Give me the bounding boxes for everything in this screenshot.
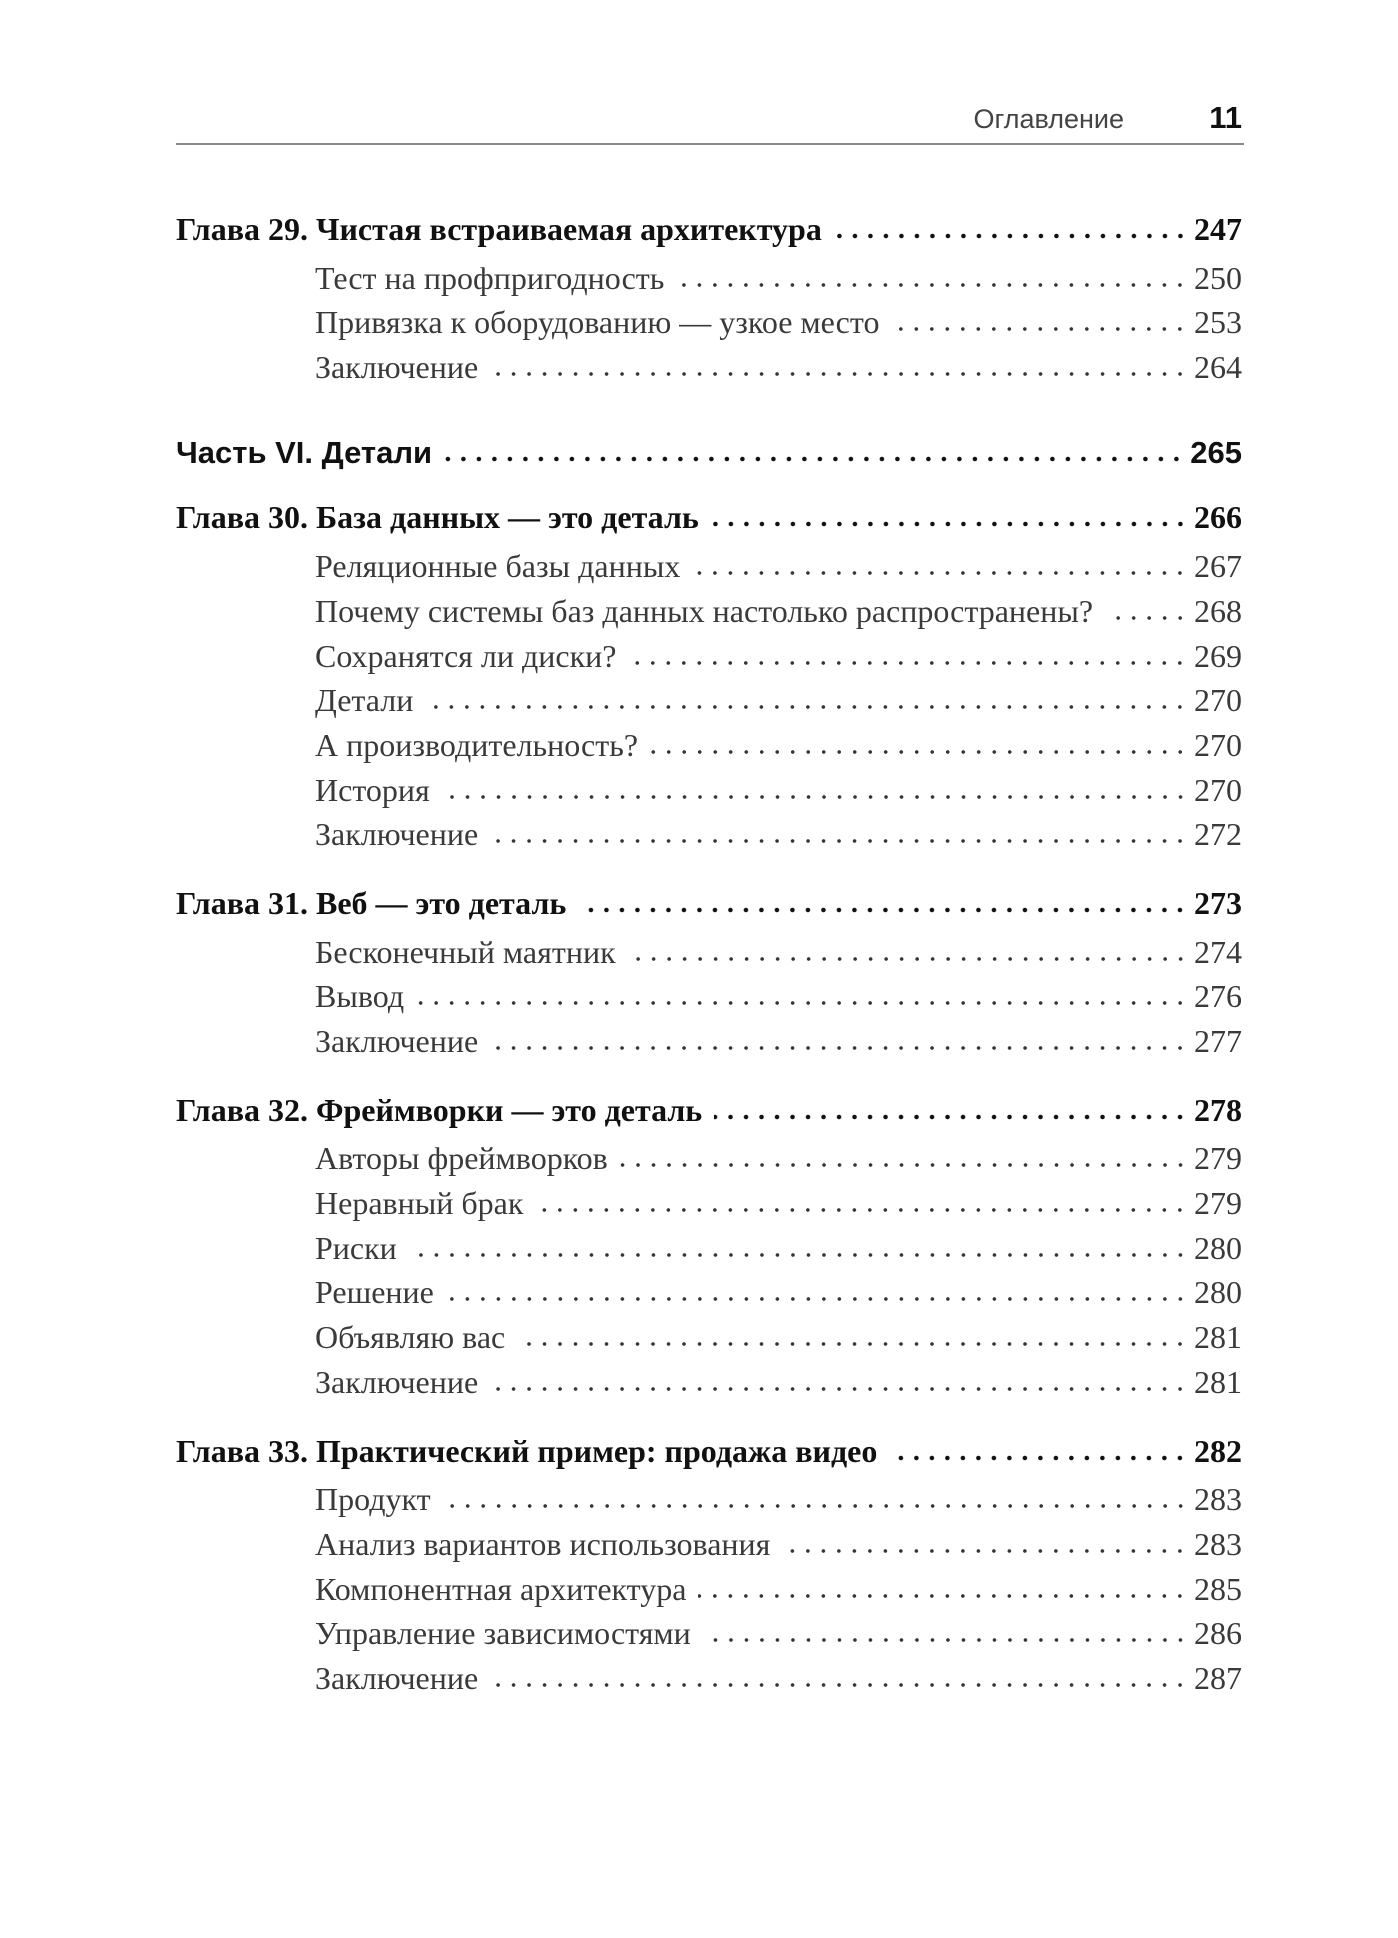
toc-entry-sub — [176, 727, 1242, 772]
dot-leader — [490, 1044, 1188, 1052]
toc-entry-chapter — [176, 1433, 1242, 1478]
table-of-contents — [176, 211, 1242, 1705]
toc-entry-title: Детали — [315, 682, 414, 719]
toc-entry-title: Вывод — [315, 978, 405, 1015]
toc-entry-title: История — [315, 771, 430, 808]
toc-entry-title: Заключение — [315, 816, 479, 853]
dot-leader — [535, 1206, 1188, 1214]
dot-leader — [834, 232, 1188, 240]
toc-entry-title: Привязка к оборудованию — узкое место — [315, 304, 880, 341]
dot-leader — [628, 659, 1188, 667]
toc-entry-title: Глава 29. Чистая встраиваемая архитектура — [176, 211, 822, 247]
toc-entry-title: Неравный брак — [315, 1185, 524, 1222]
dot-leader — [442, 793, 1188, 801]
dot-leader — [714, 1113, 1188, 1121]
toc-entry-page: 281 — [1194, 1363, 1242, 1400]
toc-entry-title: Глава 30. База данных — это деталь — [176, 499, 699, 536]
running-header-title: Оглавление — [973, 104, 1124, 134]
toc-entry-title: Глава 33. Практический пример: продажа видео — [176, 1432, 878, 1469]
toc-entry-chapter — [176, 499, 1242, 544]
toc-entry-page: 279 — [1194, 1185, 1242, 1222]
toc-entry-sub — [176, 1615, 1242, 1660]
toc-entry-page: 272 — [1194, 816, 1242, 853]
toc-entry-title: Анализ вариантов использования — [315, 1525, 771, 1562]
toc-entry-page: 285 — [1194, 1570, 1242, 1607]
toc-entry-page: 264 — [1194, 349, 1242, 386]
dot-leader — [650, 748, 1188, 756]
header-rule — [176, 143, 1244, 145]
toc-entry-page: 273 — [1194, 884, 1242, 921]
toc-entry-page: 266 — [1194, 499, 1242, 536]
toc-entry-title: А производительность? — [315, 726, 639, 763]
dot-leader — [416, 999, 1188, 1007]
dot-leader — [889, 1454, 1188, 1462]
toc-entry-sub — [176, 1364, 1242, 1409]
toc-entry-page: 265 — [1190, 434, 1242, 470]
toc-entry-sub — [176, 934, 1242, 979]
dot-leader — [578, 906, 1188, 914]
dot-leader — [1105, 614, 1188, 622]
toc-entry-title: Продукт — [315, 1481, 431, 1518]
toc-entry-sub — [176, 1230, 1242, 1275]
toc-entry-page: 280 — [1194, 1274, 1242, 1311]
toc-entry-sub — [176, 1319, 1242, 1364]
toc-entry-page: 270 — [1194, 726, 1242, 763]
toc-entry-chapter — [176, 885, 1242, 930]
toc-entry-page: 286 — [1194, 1615, 1242, 1652]
toc-entry-page: 253 — [1194, 304, 1242, 341]
toc-entry-sub — [176, 593, 1242, 638]
toc-entry-sub — [176, 1481, 1242, 1526]
toc-entry-page: 283 — [1194, 1525, 1242, 1562]
toc-entry-sub — [176, 1274, 1242, 1319]
toc-entry-sub — [176, 304, 1242, 349]
toc-entry-title: Объявляю вас — [315, 1319, 506, 1356]
toc-entry-page: 277 — [1194, 1023, 1242, 1059]
toc-entry-sub — [176, 260, 1242, 305]
dot-leader — [443, 1502, 1188, 1510]
toc-entry-sub — [176, 1140, 1242, 1185]
toc-entry-title: Управление зависимостями — [315, 1615, 691, 1652]
dot-leader — [628, 955, 1188, 963]
toc-entry-page: 287 — [1194, 1659, 1242, 1696]
toc-entry-sub — [176, 1526, 1242, 1571]
toc-entry-page: 280 — [1194, 1229, 1242, 1266]
toc-entry-sub — [176, 638, 1242, 683]
toc-entry-page: 247 — [1194, 211, 1242, 247]
toc-entry-title: Риски — [315, 1229, 397, 1266]
dot-leader — [517, 1340, 1188, 1348]
toc-entry-title: Тест на профпригодность — [315, 259, 665, 296]
toc-entry-page: 276 — [1194, 978, 1242, 1015]
toc-entry-title: Авторы фреймворков — [315, 1140, 608, 1177]
toc-entry-sub — [176, 978, 1242, 1023]
toc-entry-sub — [176, 772, 1242, 817]
toc-entry-sub — [176, 682, 1242, 727]
dot-leader — [620, 1161, 1188, 1169]
toc-entry-title: Реляционные базы данных — [315, 548, 681, 585]
toc-entry-sub — [176, 548, 1242, 593]
toc-entry-sub — [176, 349, 1242, 394]
dot-leader — [425, 703, 1188, 711]
toc-entry-page: 269 — [1194, 637, 1242, 674]
toc-entry-title: Глава 31. Веб — это деталь — [176, 884, 567, 921]
toc-entry-page: 282 — [1194, 1432, 1242, 1469]
toc-entry-title: Почему системы баз данных настолько распространены? — [315, 592, 1094, 629]
toc-entry-title: Заключение — [315, 1659, 479, 1696]
dot-leader — [446, 1295, 1188, 1303]
toc-entry-page: 267 — [1194, 548, 1242, 585]
toc-entry-page: 279 — [1194, 1140, 1242, 1177]
dot-leader — [490, 837, 1188, 845]
dot-leader — [444, 455, 1184, 463]
toc-entry-page: 283 — [1194, 1481, 1242, 1518]
dot-leader — [409, 1251, 1188, 1259]
dot-leader — [711, 520, 1188, 528]
toc-entry-title: Заключение — [315, 1023, 479, 1059]
toc-entry-sub — [176, 1023, 1242, 1068]
dot-leader — [676, 281, 1188, 289]
dot-leader — [703, 1636, 1188, 1644]
toc-entry-title: Бесконечный маятник — [315, 933, 616, 970]
toc-entry-chapter — [176, 1092, 1242, 1137]
toc-entry-page: 268 — [1194, 592, 1242, 629]
toc-entry-part — [176, 435, 1242, 480]
dot-leader — [490, 1385, 1188, 1393]
dot-leader — [698, 1592, 1188, 1600]
dot-leader — [891, 325, 1188, 333]
toc-entry-page: 281 — [1194, 1319, 1242, 1356]
toc-entry-title: Заключение — [315, 349, 479, 386]
toc-entry-page: 270 — [1194, 771, 1242, 808]
dot-leader — [490, 1681, 1188, 1689]
toc-entry-title: Глава 32. Фреймворки — это деталь — [176, 1091, 703, 1128]
toc-entry-sub — [176, 1185, 1242, 1230]
toc-entry-page: 270 — [1194, 682, 1242, 719]
toc-entry-title: Часть VI. Детали — [176, 434, 433, 470]
toc-entry-title: Решение — [315, 1274, 434, 1311]
toc-entry-title: Сохранятся ли диски? — [315, 637, 617, 674]
toc-entry-page: 278 — [1194, 1091, 1242, 1128]
dot-leader — [692, 569, 1188, 577]
dot-leader — [782, 1547, 1188, 1555]
toc-entry-page: 250 — [1194, 259, 1242, 296]
dot-leader — [490, 370, 1188, 378]
page-number: 11 — [1209, 100, 1242, 135]
toc-entry-sub — [176, 1571, 1242, 1616]
toc-entry-sub — [176, 816, 1242, 861]
toc-entry-sub — [176, 1660, 1242, 1705]
toc-entry-title: Компонентная архитектура — [315, 1570, 687, 1607]
toc-entry-chapter — [176, 211, 1242, 256]
toc-entry-page: 274 — [1194, 933, 1242, 970]
toc-entry-title: Заключение — [315, 1363, 479, 1400]
